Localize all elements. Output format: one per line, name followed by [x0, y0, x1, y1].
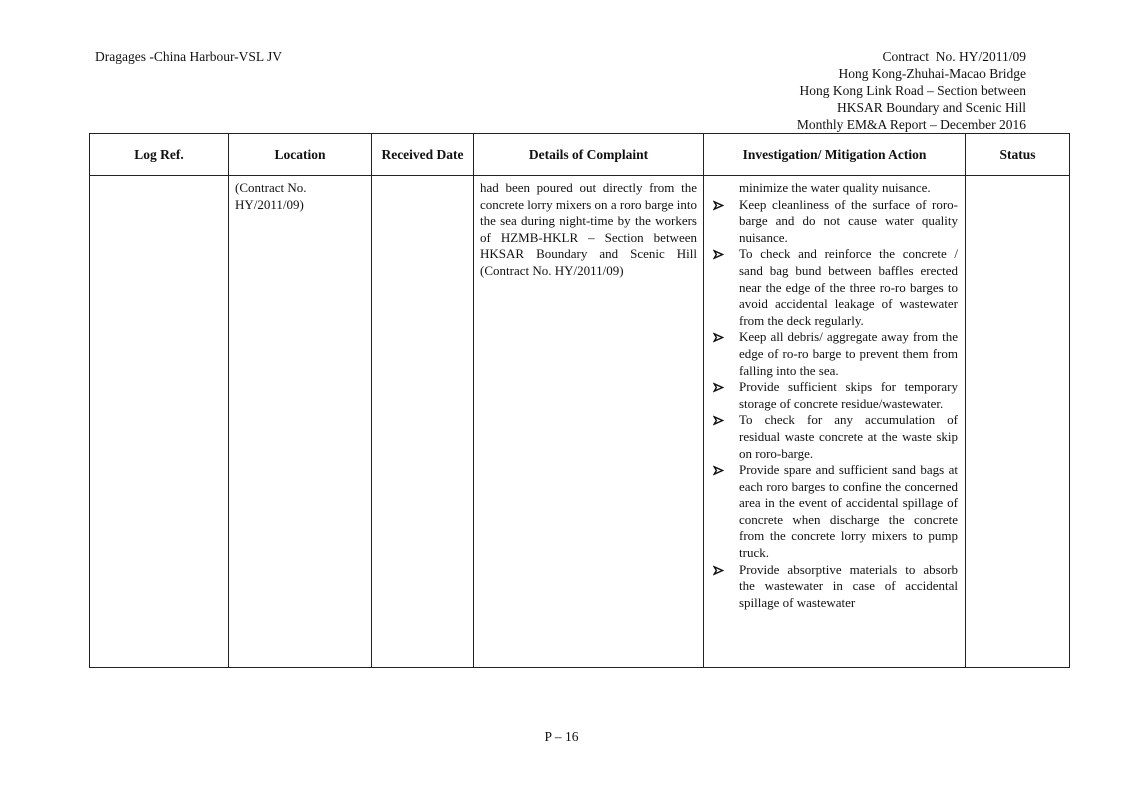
mitigation-list-item: [704, 379, 958, 412]
arrow-bullet-icon: [713, 565, 724, 576]
page-number: P – 16: [544, 729, 579, 744]
table-header-row: [90, 134, 1070, 176]
project-section-line-2: HKSAR Boundary and Scenic Hill: [837, 99, 1026, 115]
project-section-line-1: Hong Kong Link Road – Section between: [799, 82, 1026, 98]
arrow-bullet-icon: [713, 465, 724, 476]
report-header-block: [797, 49, 1026, 134]
column-header-details: Details of Complaint: [474, 134, 704, 176]
mitigation-continuation-text: minimize the water quality nuisance.: [739, 180, 931, 195]
complaint-details-cell: had been poured out directly from the concrete lorry mixers on a roro barge into the sea during night-time by the workers of HZMB-HKLR – Section between HKSAR Boundary and Scenic Hill (Contract No. HY/2011/09): [474, 176, 704, 668]
arrow-bullet-icon: [713, 332, 724, 343]
investigation-cell: [704, 176, 966, 668]
location-cell: (Contract No. HY/2011/09): [229, 176, 372, 668]
mitigation-list-item: [704, 412, 958, 462]
complaint-log-table: [89, 133, 1070, 668]
mitigation-list-item: [704, 197, 958, 247]
column-header-location: Location: [229, 134, 372, 176]
mitigation-item-text: Keep all debris/ aggregate away from the edge of ro-ro barge to prevent them from falling into the sea.: [739, 329, 958, 378]
mitigation-list-item: [704, 562, 958, 612]
arrow-bullet-icon: [713, 382, 724, 393]
project-name-line: Hong Kong-Zhuhai-Macao Bridge: [838, 65, 1026, 81]
received-date-cell: [372, 176, 474, 668]
contractor-name: Dragages -China Harbour-VSL JV: [95, 49, 283, 64]
column-header-status: Status: [966, 134, 1070, 176]
arrow-bullet-icon: [713, 249, 724, 260]
column-header-received-date: Received Date: [372, 134, 474, 176]
table-row: [90, 176, 1070, 668]
mitigation-item-text: To check for any accumulation of residual waste concrete at the waste skip on roro-barge.: [739, 412, 958, 461]
mitigation-item-text: Keep cleanliness of the surface of roro-barge and do not cause water quality nuisance.: [739, 196, 958, 245]
arrow-bullet-icon: [713, 415, 724, 426]
mitigation-list-item: [704, 329, 958, 379]
mitigation-item-text: Provide absorptive materials to absorb the wastewater in case of accidental spillage of wastewater: [739, 561, 958, 610]
report-title-line: Monthly EM&A Report – December 2016: [796, 116, 1026, 132]
mitigation-item-text: To check and reinforce the concrete / sand bag bund between baffles erected near the edge of the three ro-ro barges to avoid accidental leakage of wastewater from the deck regularly.: [739, 246, 958, 328]
mitigation-list-item: [704, 246, 958, 329]
mitigation-item-text: Provide sufficient skips for temporary storage of concrete residue/wastewater.: [739, 379, 958, 411]
column-header-investigation: Investigation/ Mitigation Action: [704, 134, 966, 176]
arrow-bullet-icon: [713, 200, 724, 211]
status-cell: [966, 176, 1070, 668]
log-ref-cell: [90, 176, 229, 668]
mitigation-list-item: [704, 462, 958, 562]
contract-number-line: Contract No. HY/2011/09: [882, 49, 1026, 64]
column-header-log-ref: Log Ref.: [90, 134, 229, 176]
mitigation-item-text: Provide spare and sufficient sand bags at each roro barges to confine the concerned area in the event of accidental spillage of concrete when discharge the concrete from the concrete lorry mixers to pump truck.: [739, 462, 958, 561]
